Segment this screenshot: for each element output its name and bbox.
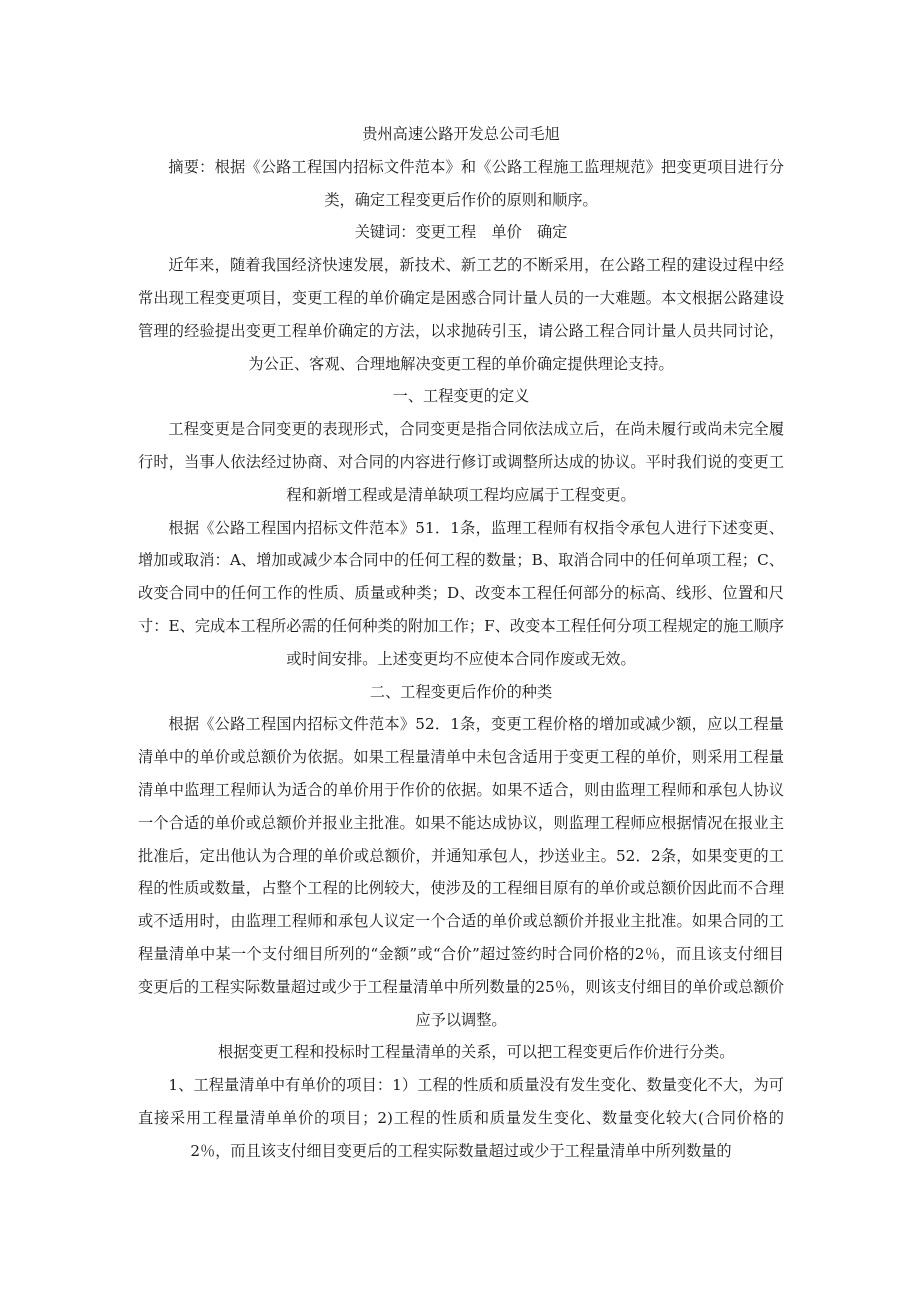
keywords-line: 关键词：变更工程 单价 确定 xyxy=(354,223,568,242)
section2-heading: 二、工程变更后作价的种类 xyxy=(369,682,553,701)
section1-paragraph-2: 根据《公路工程国内招标文件范本》51．1条，监理工程师有权指令承包人进行下述变更、增加或取消：A、增加或减少本合同中的任何工程的数量；B、取消合同中的任何单项工程；C、改变合同中的任何工作的性质、质量或种类；D、改变本工程任何部分的标高、线形、位置和尺寸：E、完成本工程所必需的任何种类的附加工作；F、改变本工程任何分项工程规定的施工顺序或时间安排。上述变更均不应使本合同作废或无效。 xyxy=(138,518,784,668)
section2-paragraph-2: 根据变更工程和投标时工程量清单的关系，可以把工程变更后作价进行分类。 xyxy=(218,1043,735,1062)
section2-paragraph-1: 根据《公路工程国内招标文件范本》52．1条，变更工程价格的增加或减少额，应以工程量清单中的单价或总额价为依据。如果工程量清单中未包含适用于变更工程的单价，则采用工程量清单中监理工程师认为适合的单价用于作价的依据。如果不适合，则由监理工程师和承包人协议一个合适的单价或总额价并报业主批准。如果不能达成协议，则监理工程师应根据情况在报业主批准后，定出他认为合理的单价或总额价，并通知承包人，抄送业主。52．2条，如果变更的工程的性质或数量，占整个工程的比例较大，使涉及的工程细目原有的单价或总额价因此而不合理或不适用时，由监理工程师和承包人议定一个合适的单价或总额价并报业主批准。如果合同的工程量清单中某一个支付细目所列的“金额”或“合价”超过签约时合同价格的2％，而且该支付细目变更后的工程实际数量超过或少于工程量清单中所列数量的25％，则该支付细目的单价或总额价应予以调整。 xyxy=(138,715,784,1029)
section2-paragraph-3: 1、工程量清单中有单价的项目：1）工程的性质和质量没有发生变化、数量变化不大，为可直接采用工程量清单单价的项目；2)工程的性质和质量发生变化、数量变化较大(合同价格的2％，而且该支付细目变更后的工程实际数量超过或少于工程量清单中所列数量的 xyxy=(138,1076,784,1160)
intro-paragraph: 近年来，随着我国经济快速发展，新技术、新工艺的不断采用，在公路工程的建设过程中经常出现工程变更项目，变更工程的单价确定是困惑合同计量人员的一大难题。本文根据公路建设管理的经验提出变更工程单价确定的方法，以求抛砖引玉，请公路工程合同计量人员共同讨论，为公正、客观、合理地解决变更工程的单价确定提供理论支持。 xyxy=(138,256,784,373)
document-page xyxy=(138,118,784,1168)
section1-heading: 一、工程变更的定义 xyxy=(392,387,530,406)
section1-paragraph-1: 工程变更是合同变更的表现形式，合同变更是指合同依法成立后，在尚未履行或尚未完全履行时，当事人依法经过协商、对合同的内容进行修订或调整所达成的协议。平时我们说的变更工程和新增工程或是清单缺项工程均应属于工程变更。 xyxy=(138,420,784,504)
abstract-paragraph: 摘要：根据《公路工程国内招标文件范本》和《公路工程施工监理规范》把变更项目进行分类，确定工程变更后作价的原则和顺序。 xyxy=(168,157,784,209)
author-line: 贵州高速公路开发总公司毛旭 xyxy=(362,125,560,143)
